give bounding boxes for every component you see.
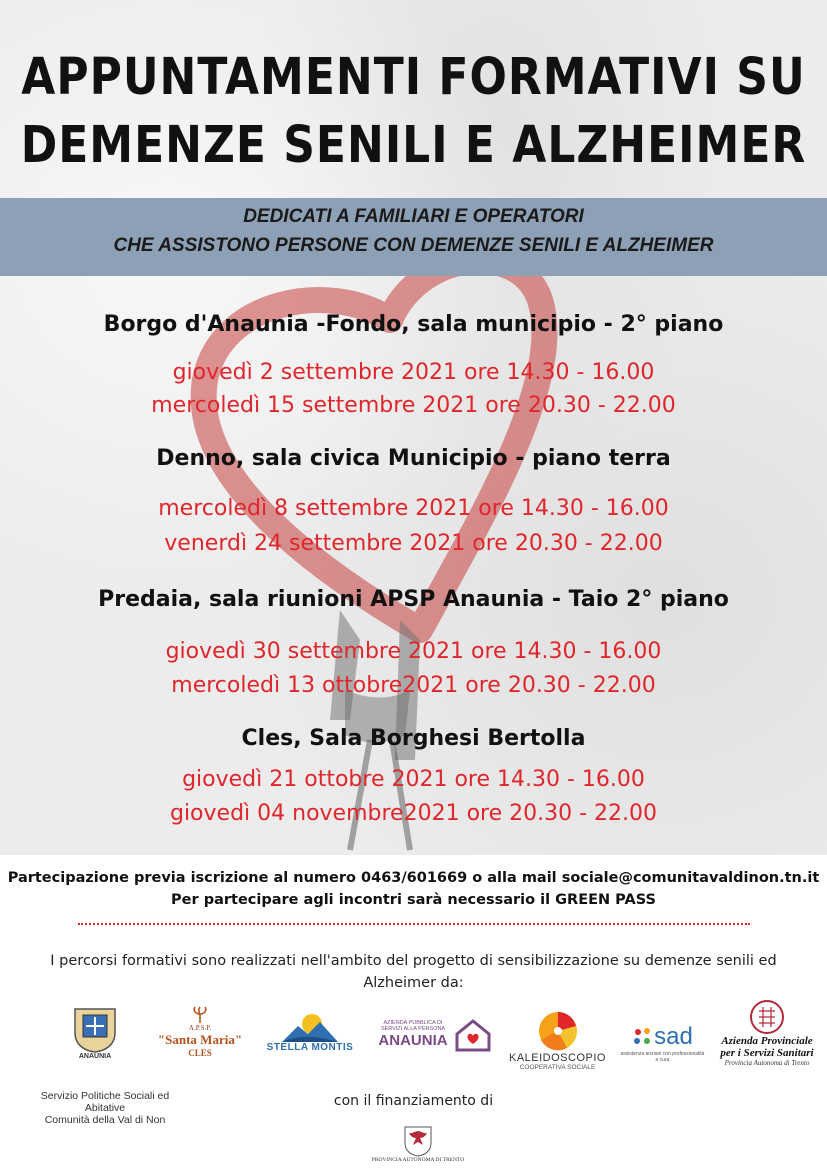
- stella-montis-logo: [265, 1005, 355, 1060]
- funding-text: con il finanziamento di: [333, 1093, 494, 1109]
- comunita-logo: [60, 998, 130, 1066]
- event-location: Denno, sala civica Municipio - piano terra: [156, 446, 671, 471]
- province-logo: [358, 1115, 478, 1170]
- coat-of-arms-icon: [69, 1005, 121, 1053]
- apss-line1: Azienda Provinciale: [721, 1035, 813, 1047]
- event-date: mercoledì 8 settembre 2021 ore 14.30 - 16.00: [158, 496, 669, 521]
- santa-maria-top: A.P.S.P.: [188, 1024, 212, 1032]
- apss-line3: Provincia Autonoma di Trento: [724, 1059, 810, 1067]
- event-date: giovedì 30 settembre 2021 ore 14.30 - 16.00: [165, 639, 662, 664]
- sad-sub: assistenza anziani con professionalità e cura: [620, 1050, 705, 1063]
- kaleidoscope-icon: [537, 1010, 579, 1052]
- tree-icon: [189, 1006, 211, 1024]
- service-line1: Servizio Politiche Sociali ed Abitative: [40, 1090, 170, 1114]
- dotted-divider: [78, 923, 750, 925]
- eagle-icon: [403, 1123, 433, 1157]
- anaunia-top: AZIENDA PUBBLICA DI SERVIZI ALLA PERSONA: [380, 1020, 446, 1032]
- apss-emblem-icon: [749, 999, 785, 1035]
- kaleidoscopio-name: KALEIDOSCOPIO: [509, 1052, 606, 1064]
- santa-maria-logo: [150, 1002, 250, 1062]
- event-date: venerdì 24 settembre 2021 ore 20.30 - 22.00: [164, 531, 663, 556]
- sad-name: sad: [654, 1022, 693, 1050]
- anaunia-name: ANAUNIA: [378, 1032, 448, 1049]
- apss-line2: per i Servizi Sanitari: [720, 1047, 814, 1059]
- event-date: mercoledì 13 ottobre2021 ore 20.30 - 22.00: [171, 673, 656, 698]
- event-date: mercoledì 15 settembre 2021 ore 20.30 - 22.00: [151, 393, 676, 418]
- banner-line2: CHE ASSISTONO PERSONE CON DEMENZE SENILI E ALZHEIMER: [113, 235, 714, 256]
- banner-line1: DEDICATI A FAMILIARI E OPERATORI: [243, 206, 584, 227]
- registration-info: Partecipazione previa iscrizione al numero 0463/601669 o alla mail sociale@comunitavaldinon.tn.it: [7, 870, 820, 886]
- kaleidoscopio-logo: [505, 1003, 610, 1078]
- dots-icon: [632, 1026, 654, 1048]
- event-date: giovedì 21 ottobre 2021 ore 14.30 - 16.00: [182, 767, 645, 792]
- house-heart-icon: [453, 1018, 493, 1052]
- anaunia-logo: [368, 1012, 498, 1057]
- event-location: Predaia, sala riunioni APSP Anaunia - Taio 2° piano: [98, 587, 729, 612]
- sad-logo: [620, 1020, 705, 1065]
- page-title-line1: APPUNTAMENTI FORMATIVI SU: [21, 48, 806, 107]
- apss-logo: [712, 993, 822, 1073]
- stella-montis-name: STELLA MONTIS: [266, 1042, 354, 1053]
- page-title-line2: DEMENZE SENILI E ALZHEIMER: [20, 116, 807, 175]
- santa-maria-name: "Santa Maria": [157, 1032, 243, 1047]
- service-line2: Comunità della Val di Non: [44, 1114, 166, 1126]
- santa-maria-city: CLES: [188, 1048, 212, 1058]
- green-pass-info: Per partecipare agli incontri sarà necessario il GREEN PASS: [171, 892, 656, 908]
- province-caption: PROVINCIA AUTONOMA DI TRENTO: [371, 1156, 465, 1163]
- event-date: giovedì 04 novembre2021 ore 20.30 - 22.00: [169, 801, 658, 826]
- event-location: Cles, Sala Borghesi Bertolla: [241, 726, 586, 751]
- event-date: giovedì 2 settembre 2021 ore 14.30 - 16.00: [172, 360, 655, 385]
- event-location: Borgo d'Anaunia -Fondo, sala municipio - 2° piano: [103, 312, 724, 337]
- comunita-logo-text: ANAUNIA: [78, 1052, 112, 1060]
- audience-banner: [0, 198, 827, 276]
- mountain-sun-icon: [282, 1012, 338, 1042]
- kaleidoscopio-sub: COOPERATIVA SOCIALE: [519, 1064, 596, 1071]
- project-text: I percorsi formativi sono realizzati nell'ambito del progetto di sensibilizzazione su demenze senili ed Alzheimer da:: [50, 953, 777, 991]
